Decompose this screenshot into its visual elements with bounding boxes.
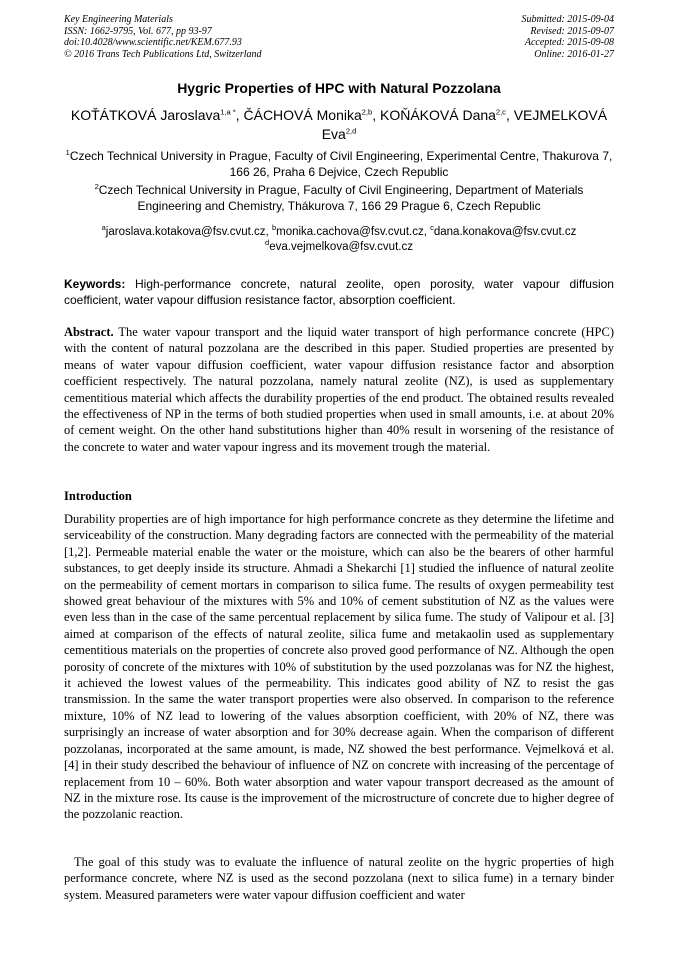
email-link[interactable]: eva.vejmelkova@fsv.cvut.cz	[269, 241, 413, 253]
header-right	[522, 14, 615, 60]
abstract-text: The water vapour transport and the liquid water transport of high performance concrete (HPC) with the content of natural pozzolana are the described in this paper. Studied properties are presented by means of water vapour diffusion coefficient, water vapour diffusion resistance factor and absorption coefficient respectively. The natural pozzolana, namely natural zeolite (NZ), is used as supplementary cementitious material which affects the durability properties of the end product. The obtained results revealed the effectiveness of NP in the terms of both studied properties when used in small amounts, i.e. at about 20% of cement weight. On the other hand substitutions higher than 40% result in worsening of the resistance of the concrete to water and water vapour ingress and its movement trough the material.	[64, 325, 615, 454]
revised-date: Revised: 2015-09-07	[530, 25, 614, 37]
header-left	[64, 14, 262, 60]
author-sup: 2,c	[495, 107, 506, 117]
affiliation-sup: 1	[65, 148, 70, 157]
email-sup: b	[271, 223, 277, 233]
abstract-label: Abstract.	[64, 325, 114, 339]
email-link[interactable]: dana.konakova@fsv.cvut.cz	[433, 226, 577, 238]
journal-name: Key Engineering Materials	[64, 14, 173, 25]
author-sup: 1,a *	[220, 107, 236, 117]
affiliation-text: Czech Technical University in Prague, Faculty of Civil Engineering, Experimental Centre, Thakurova 7, 166 26, Praha 6 Dejvice, Czech Republic	[69, 149, 613, 179]
copyright: © 2016 Trans Tech Publications Ltd, Switzerland	[64, 48, 262, 60]
email-sup: c	[430, 223, 434, 233]
author-name: KOŇÁKOVÁ Dana	[379, 107, 496, 123]
affiliation-sup: 2	[94, 182, 99, 191]
author-sup: 2,d	[345, 126, 357, 136]
keywords	[64, 276, 614, 308]
email-link[interactable]: monika.cachova@fsv.cvut.cz	[276, 226, 424, 238]
introduction-paragraph-1: Durability properties are of high importance for high performance concrete as they determine the lifetime and serviceability of the construction. Many degrading factors are connected with the permeability of the material [1,2]. Permeable material enable the water or the moisture, which can also be the bearers of other harmful substances, to get deeply inside its structure. Ahmadi a Shekarchi [1] studied the influence of natural zeolite on the permeability of cement mortars in comparison to silica fume. The results of oxygen permeability test showed great behaviour of the mixtures with 5% and 10% of cement substitution of NZ as the values were even less than in the case of the same percentual replacement by silica fume. The study of Valipour et al. [3] aimed at comparison of the effects of natural zeolite, silica fume and metakaolin used as supplementary cementitious materials on the properties of concrete also proved good performance of NZ. Although the open porosity of concrete of the mixtures with 10% of substitution by the used pozzolanas was for NZ the highest, it achieved the lowest values of the permeability. This indicates good ability of NZ to resist the gas transmission. In the same the water transport properties were also observed. In comparison to the reference mixture, 10% of NZ lead to lowering of the values absorption coefficient, with 20% of NZ, there was surprisingly an increase of water absorption and for 30% decrease again. When the comparison of different pozzolanas, incorporated at the same amount, is made, NZ showed the best performance. Vejmelková et al. [4] in their study described the behaviour of influence of NZ on concrete with increasing of the percentage of replacement from 10 – 60%. Both water absorption and water vapour transport decreased as the amount of NZ in the mixture rose. Its cause is the improvement of the microstructure of concrete due to higher degree of the pozzolanic reaction.	[64, 512, 614, 822]
email-list: $^a$jaroslava.kotakova@fsv.cvut.cz, $^b$monika.cachova@fsv.cvut.cz, $^c$dana.konakova@fsv.cvut.cz $^d$eva.vejmelkova@fsv.cvut.cz	[101, 223, 577, 253]
author-name: ČÁCHOVÁ Monika	[243, 107, 362, 123]
submitted-date: Submitted: 2015-09-04	[521, 14, 614, 25]
online-date: Online: 2016-01-27	[534, 48, 614, 60]
affiliation-2	[64, 183, 614, 214]
accepted-date: Accepted: 2015-09-08	[524, 37, 614, 48]
abstract	[64, 324, 614, 455]
section-heading-introduction: Introduction	[64, 489, 132, 503]
email-sup: a	[101, 223, 106, 233]
issn: ISSN: 1662-9795, Vol. 677, pp 93-97	[64, 25, 212, 37]
email-sup: d	[265, 238, 270, 248]
author-list: KOŤÁTKOVÁ Jaroslava$^{1,a *}$, ČÁCHOVÁ Monika$^{2,b}$, KOŇÁKOVÁ Dana$^{2,c}$, VEJMELKOVÁ Eva$^{2,d}$	[70, 107, 608, 142]
author-name: VEJMELKOVÁ Eva	[321, 107, 608, 142]
affiliation-text: Czech Technical University in Prague, Faculty of Civil Engineering, Department of Materials Engineering and Chemistry, Thákurova 7, 166 29 Prague 6, Czech Republic	[98, 183, 584, 213]
doi: doi:10.4028/www.scientific.net/KEM.677.93	[64, 37, 242, 48]
affiliation-1	[64, 149, 614, 180]
author-name: KOŤÁTKOVÁ Jaroslava	[70, 107, 221, 123]
keywords-text: High-performance concrete, natural zeolite, open porosity, water vapour diffusion coefficient, water vapour diffusion resistance factor, absorption coefficient.	[64, 277, 614, 307]
email-link[interactable]: jaroslava.kotakova@fsv.cvut.cz	[105, 226, 266, 238]
author-sup: 2,b	[361, 107, 373, 117]
keywords-label: Keywords:	[64, 277, 126, 291]
introduction-paragraph-2: The goal of this study was to evaluate the influence of natural zeolite on the hygric properties of high performance concrete, where NZ is used as the second pozzolana (next to silica fume) in a ternary binder system. Measured parameters were water vapour diffusion coefficient and water	[64, 855, 614, 902]
paper-title: Hygric Properties of HPC with Natural Pozzolana	[177, 80, 501, 96]
